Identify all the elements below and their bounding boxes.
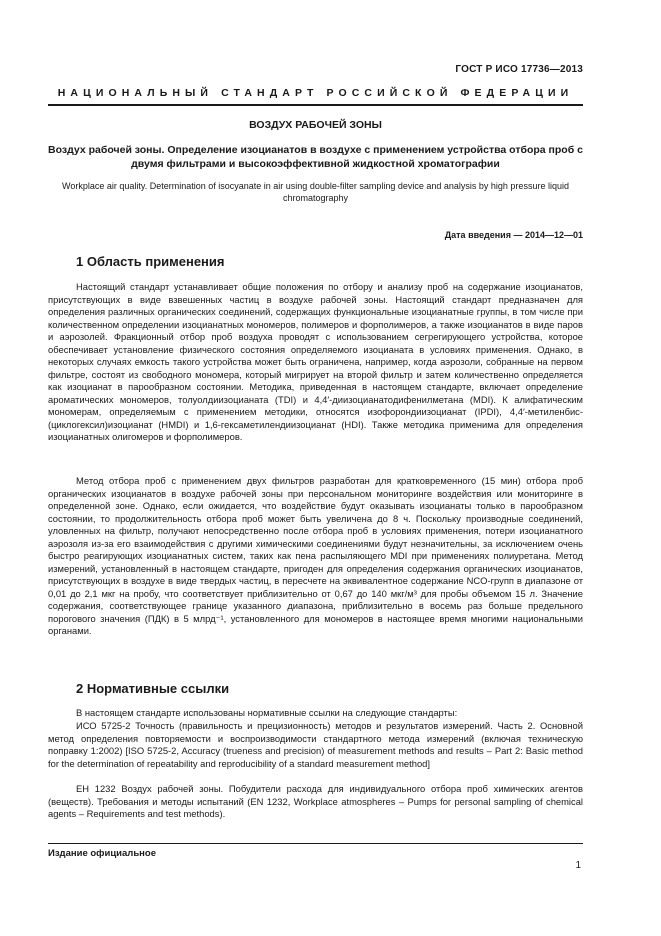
document-title: ВОЗДУХ РАБОЧЕЙ ЗОНЫ	[249, 119, 382, 131]
section-2-paragraph-1: В настоящем стандарте использованы нормативные ссылки на следующие стандарты:	[76, 707, 458, 718]
national-standard-banner: НАЦИОНАЛЬНЫЙ СТАНДАРТ РОССИЙСКОЙ ФЕДЕРАЦИИ	[57, 87, 574, 99]
introduction-date: Дата введения — 2014—12—01	[444, 230, 583, 240]
section-2-reference-en-1232: ЕН 1232 Воздух рабочей зоны. Побудители расхода для индивидуального отбора проб химических агентов (веществ). Требования и методы испытаний (EN 1232, Workplace atmospheres – Pumps for personal sampling of chemical agents – Requirements and test methods).	[48, 783, 583, 819]
footer-divider	[48, 843, 583, 844]
document-subtitle-russian: Воздух рабочей зоны. Определение изоцианатов в воздухе с применением устройства отбора проб с двумя фильтрами и высокоэффективной жидкостной хроматографии	[48, 144, 583, 170]
section-2-heading: 2 Нормативные ссылки	[76, 681, 230, 696]
section-2-reference-iso-5725-2: ИСО 5725-2 Точность (правильность и прецизионность) методов и результатов измерений. Часть 2. Основной метод определения повторяемости и воспроизводимости стандартного метода измерений (включая техническую поправку 1:2002) [ISO 5725-2, Accuracy (trueness and precision) of measurement methods and results – Part 2: Basic method for the determination of repeatability and reproducibility of a standard measurement method]	[48, 720, 583, 769]
page-number: 1	[575, 860, 581, 871]
section-1-paragraph-2: Метод отбора проб с применением двух фильтров разработан для кратковременного (15 мин) отбора проб органических изоцианатов в воздухе рабочей зоны при персональном мониторинге воздействия или мониторинге в определенной зоне. Однако, если ожидается, что воздействие будут оказывать изоцианаты только в парообразном состоянии, то продолжительность отбора проб может быть увеличена до 8 ч. Поскольку производные соединений, уловленных на фильтр, получают непосредственно после отбора проб в условиях применения, потери изоцианатного аэрозоля из-за его взаимодействия с другими химическими соединениями будут незначительны, за исключением очень быстро реагирующих изоцианатных систем, таких как пена распыляющего MDI при применениях полиуретана. Метод измерений, установленный в настоящем стандарте, пригоден для определения содержания органических изоцианатов, присутствующих в воздухе в виде твердых частиц, в пересчете на эквивалентное содержание NCO-групп в диапазоне от 0,01 до 2,1 мкг на пробу, что соответствует приблизительно от 0,67 до 140 мкг/м³ для пробы объемом 15 л. Значение содержания, соответствующее границе указанного диапазона, приблизительно в восемь раз больше предельного порогового значения (ПДК) в 5 млрд⁻¹, установленного для мономеров в настоящее время многими национальными органами.	[48, 475, 583, 636]
document-code: ГОСТ Р ИСО 17736—2013	[455, 64, 583, 75]
edition-label: Издание официальное	[48, 848, 156, 859]
section-1-paragraph-1: Настоящий стандарт устанавливает общие положения по отбору и анализу проб на содержание изоцианатов, присутствующих в виде взвешенных частиц в воздухе рабочей зоны. Настоящий стандарт предназначен для определения различных органических соединений, содержащих функциональные изоцианатные группы, в том числе при количественном определении изоцианатных мономеров, полимеров и форполимеров, а также изоцианатов в виде паров и аэрозолей. Фракционный отбор проб воздуха проводят с использованием сегрегирующего устройства, которое обеспечивает установление физического состояния определяемого изоцианата в условиях применения. Однако, в некоторых случаях емкость такого устройства может быть ограничена, например, когда аэрозоли, собранные на первом фильтре, состоят из свободного мономера, который мигрирует на второй фильтр и затем количественно определяется как изоцианат в парообразном состоянии. Методика, приведенная в настоящем стандарте, включает определение ароматических мономеров, толуолдиизоцианата (TDI) и 4,4′-диизоцианатодифенилметана (MDI). К алифатическим мономерам, определяемым с применением методики, относятся изофорондиизоцианат (IPDI), 4,4′-метиленбис-(циклогексил)изоцианат (HMDI) и 1,6-гексаметилендиизоцианат (HDI). Также методика применима для определения изоцианатных олигомеров и форполимеров.	[48, 281, 583, 442]
header-divider	[48, 104, 583, 106]
section-1-heading: 1 Область применения	[76, 254, 225, 269]
document-subtitle-english: Workplace air quality. Determination of isocyanate in air using double-filter sampling device and analysis by high pressure liquid chromatography	[62, 181, 569, 203]
